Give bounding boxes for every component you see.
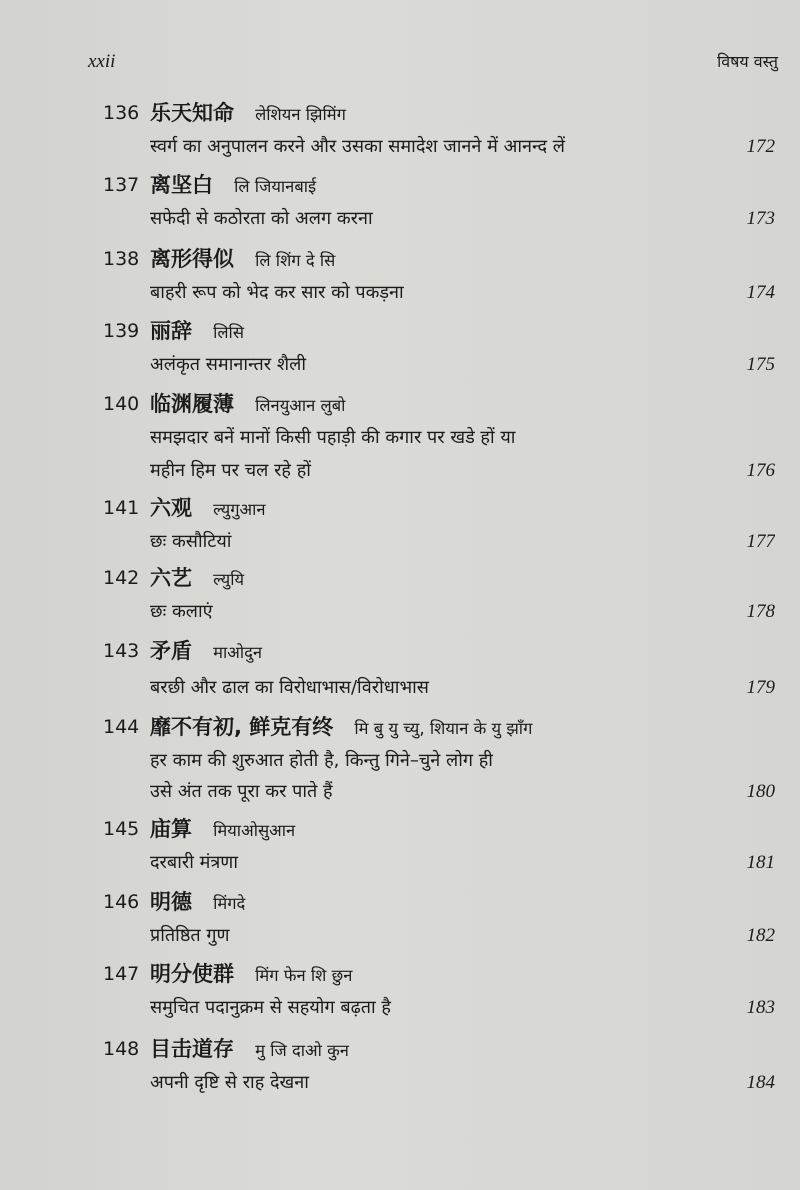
toc-entry-142 (103, 562, 775, 628)
page-number: 176 (746, 460, 775, 481)
hindi-transliteration: लिसि (213, 323, 244, 342)
entry-meaning: दरबारी मंत्रणा (150, 852, 238, 873)
entry-heading (103, 886, 775, 919)
chinese-term: 明分使群 (150, 962, 234, 986)
entry-meaning-line (103, 1066, 775, 1099)
hindi-transliteration: मिंगदे (213, 894, 246, 913)
entry-meaning: अपनी दृष्टि से राह देखना (150, 1072, 309, 1093)
entry-number: 145 (103, 818, 140, 840)
page-number: 184 (746, 1072, 775, 1093)
entry-meaning: सफेदी से कठोरता को अलग करना (150, 208, 373, 229)
page-number: 182 (746, 925, 775, 946)
page-number: 178 (746, 601, 775, 622)
chinese-term: 临渊履薄 (150, 392, 234, 416)
entry-number: 143 (103, 640, 140, 662)
entry-heading (103, 1033, 775, 1066)
toc-entry-145 (103, 813, 775, 879)
entry-meaning: प्रतिष्ठित गुण (150, 925, 230, 946)
chinese-term: 庙算 (150, 817, 192, 841)
entry-meaning: अलंकृत समानान्तर शैली (150, 354, 307, 375)
hindi-transliteration: मियाओसुआन (213, 821, 296, 840)
hindi-transliteration: लि शिंग दे सि (255, 251, 336, 270)
entry-number: 144 (103, 716, 140, 738)
toc-entry-137 (103, 169, 775, 235)
entry-number: 139 (103, 320, 140, 342)
entry-heading (103, 492, 775, 525)
toc-entry-138 (103, 243, 775, 309)
toc-entry-141 (103, 492, 775, 558)
entry-meaning: महीन हिम पर चल रहे हों (150, 460, 311, 481)
entry-heading (103, 315, 775, 348)
entry-number: 138 (103, 248, 140, 270)
toc-entry-139 (103, 315, 775, 381)
entry-number: 140 (103, 393, 140, 415)
entry-meaning: समुचित पदानुक्रम से सहयोग बढ़ता है (150, 997, 391, 1018)
hindi-transliteration: माओदुन (213, 643, 263, 662)
entry-heading (103, 388, 775, 421)
hindi-transliteration: लेशियन झिमिंग (255, 105, 346, 124)
entry-heading (103, 97, 775, 130)
entry-meaning-line (103, 846, 775, 879)
chinese-term: 靡不有初, 鲜克有终 (150, 715, 334, 739)
entry-meaning: बरछी और ढाल का विरोधाभास/विरोधाभास (150, 677, 429, 698)
entry-heading (103, 635, 775, 668)
toc-entry-144 (103, 711, 775, 808)
chinese-term: 六观 (150, 496, 192, 520)
entry-number: 146 (103, 891, 140, 913)
entry-heading (103, 169, 775, 202)
page-number: 172 (746, 136, 775, 157)
entry-meaning-line (103, 919, 775, 952)
hindi-transliteration: लिनयुआन लुबो (255, 396, 346, 415)
entry-meaning: बाहरी रूप को भेद कर सार को पकड़ना (150, 282, 404, 303)
entry-heading (103, 562, 775, 595)
hindi-transliteration: मिंग फेन शि छुन (255, 966, 353, 985)
entry-meaning-line (103, 775, 775, 808)
entry-number: 137 (103, 174, 140, 196)
hindi-transliteration: मि बु यु च्यु, शियान के यु झॉंग (354, 719, 533, 738)
entry-meaning-line (103, 454, 775, 487)
entry-meaning: स्वर्ग का अनुपालन करने और उसका समादेश जानने में आनन्द लें (150, 136, 566, 157)
entry-meaning-line (103, 525, 775, 558)
entry-meaning: हर काम की शुरुआत होती है, किन्तु गिने–चुने लोग ही (150, 750, 493, 771)
entry-heading (103, 813, 775, 846)
entry-heading (103, 243, 775, 276)
chinese-term: 明德 (150, 890, 192, 914)
hindi-transliteration: ल्युगुआन (213, 500, 266, 519)
page-number: 173 (746, 208, 775, 229)
toc-entry-146 (103, 886, 775, 952)
hindi-transliteration: ल्युयि (213, 570, 245, 589)
page-number: 181 (746, 852, 775, 873)
toc-entry-147 (103, 958, 775, 1024)
entry-number: 147 (103, 963, 140, 985)
chinese-term: 目击道存 (150, 1037, 234, 1061)
entry-number: 136 (103, 102, 140, 124)
entry-heading (103, 958, 775, 991)
chinese-term: 离坚白 (150, 173, 213, 197)
chinese-term: 丽辞 (150, 319, 192, 343)
entry-meaning-line (103, 348, 775, 381)
page-number: 175 (746, 354, 775, 375)
chinese-term: 乐天知命 (150, 101, 234, 125)
chinese-term: 六艺 (150, 566, 192, 590)
entry-meaning-line (103, 595, 775, 628)
entry-meaning-line (103, 130, 775, 163)
entry-meaning-line (103, 671, 775, 704)
toc-entry-136 (103, 97, 775, 163)
page-number: 177 (746, 531, 775, 552)
entry-meaning: समझदार बनें मानों किसी पहाड़ी की कगार पर खडे हों या (150, 427, 516, 448)
hindi-transliteration: लि जियानबाई (234, 177, 317, 196)
page-label: xxii (88, 51, 116, 72)
entry-heading (103, 711, 775, 744)
toc-entry-140 (103, 388, 775, 487)
entry-meaning-line (103, 991, 775, 1024)
entry-number: 142 (103, 567, 140, 589)
entry-meaning: छः कलाएं (150, 601, 213, 622)
entry-number: 141 (103, 497, 140, 519)
entry-meaning-line (103, 744, 775, 777)
running-header-title: विषय वस्तु (717, 52, 778, 71)
toc-entry-148 (103, 1033, 775, 1099)
chinese-term: 矛盾 (150, 639, 192, 663)
page-number: 183 (746, 997, 775, 1018)
entry-meaning: उसे अंत तक पूरा कर पाते हैं (150, 781, 333, 802)
entry-meaning-line (103, 421, 775, 454)
hindi-transliteration: मु जि दाओ कुन (255, 1041, 349, 1060)
entry-meaning-line (103, 202, 775, 235)
toc-entry-143 (103, 635, 775, 704)
entry-number: 148 (103, 1038, 140, 1060)
page-number: 174 (746, 282, 775, 303)
chinese-term: 离形得似 (150, 247, 234, 271)
entry-meaning-line (103, 276, 775, 309)
page-number: 179 (746, 677, 775, 698)
entry-meaning: छः कसौटियां (150, 531, 232, 552)
page-number: 180 (746, 781, 775, 802)
